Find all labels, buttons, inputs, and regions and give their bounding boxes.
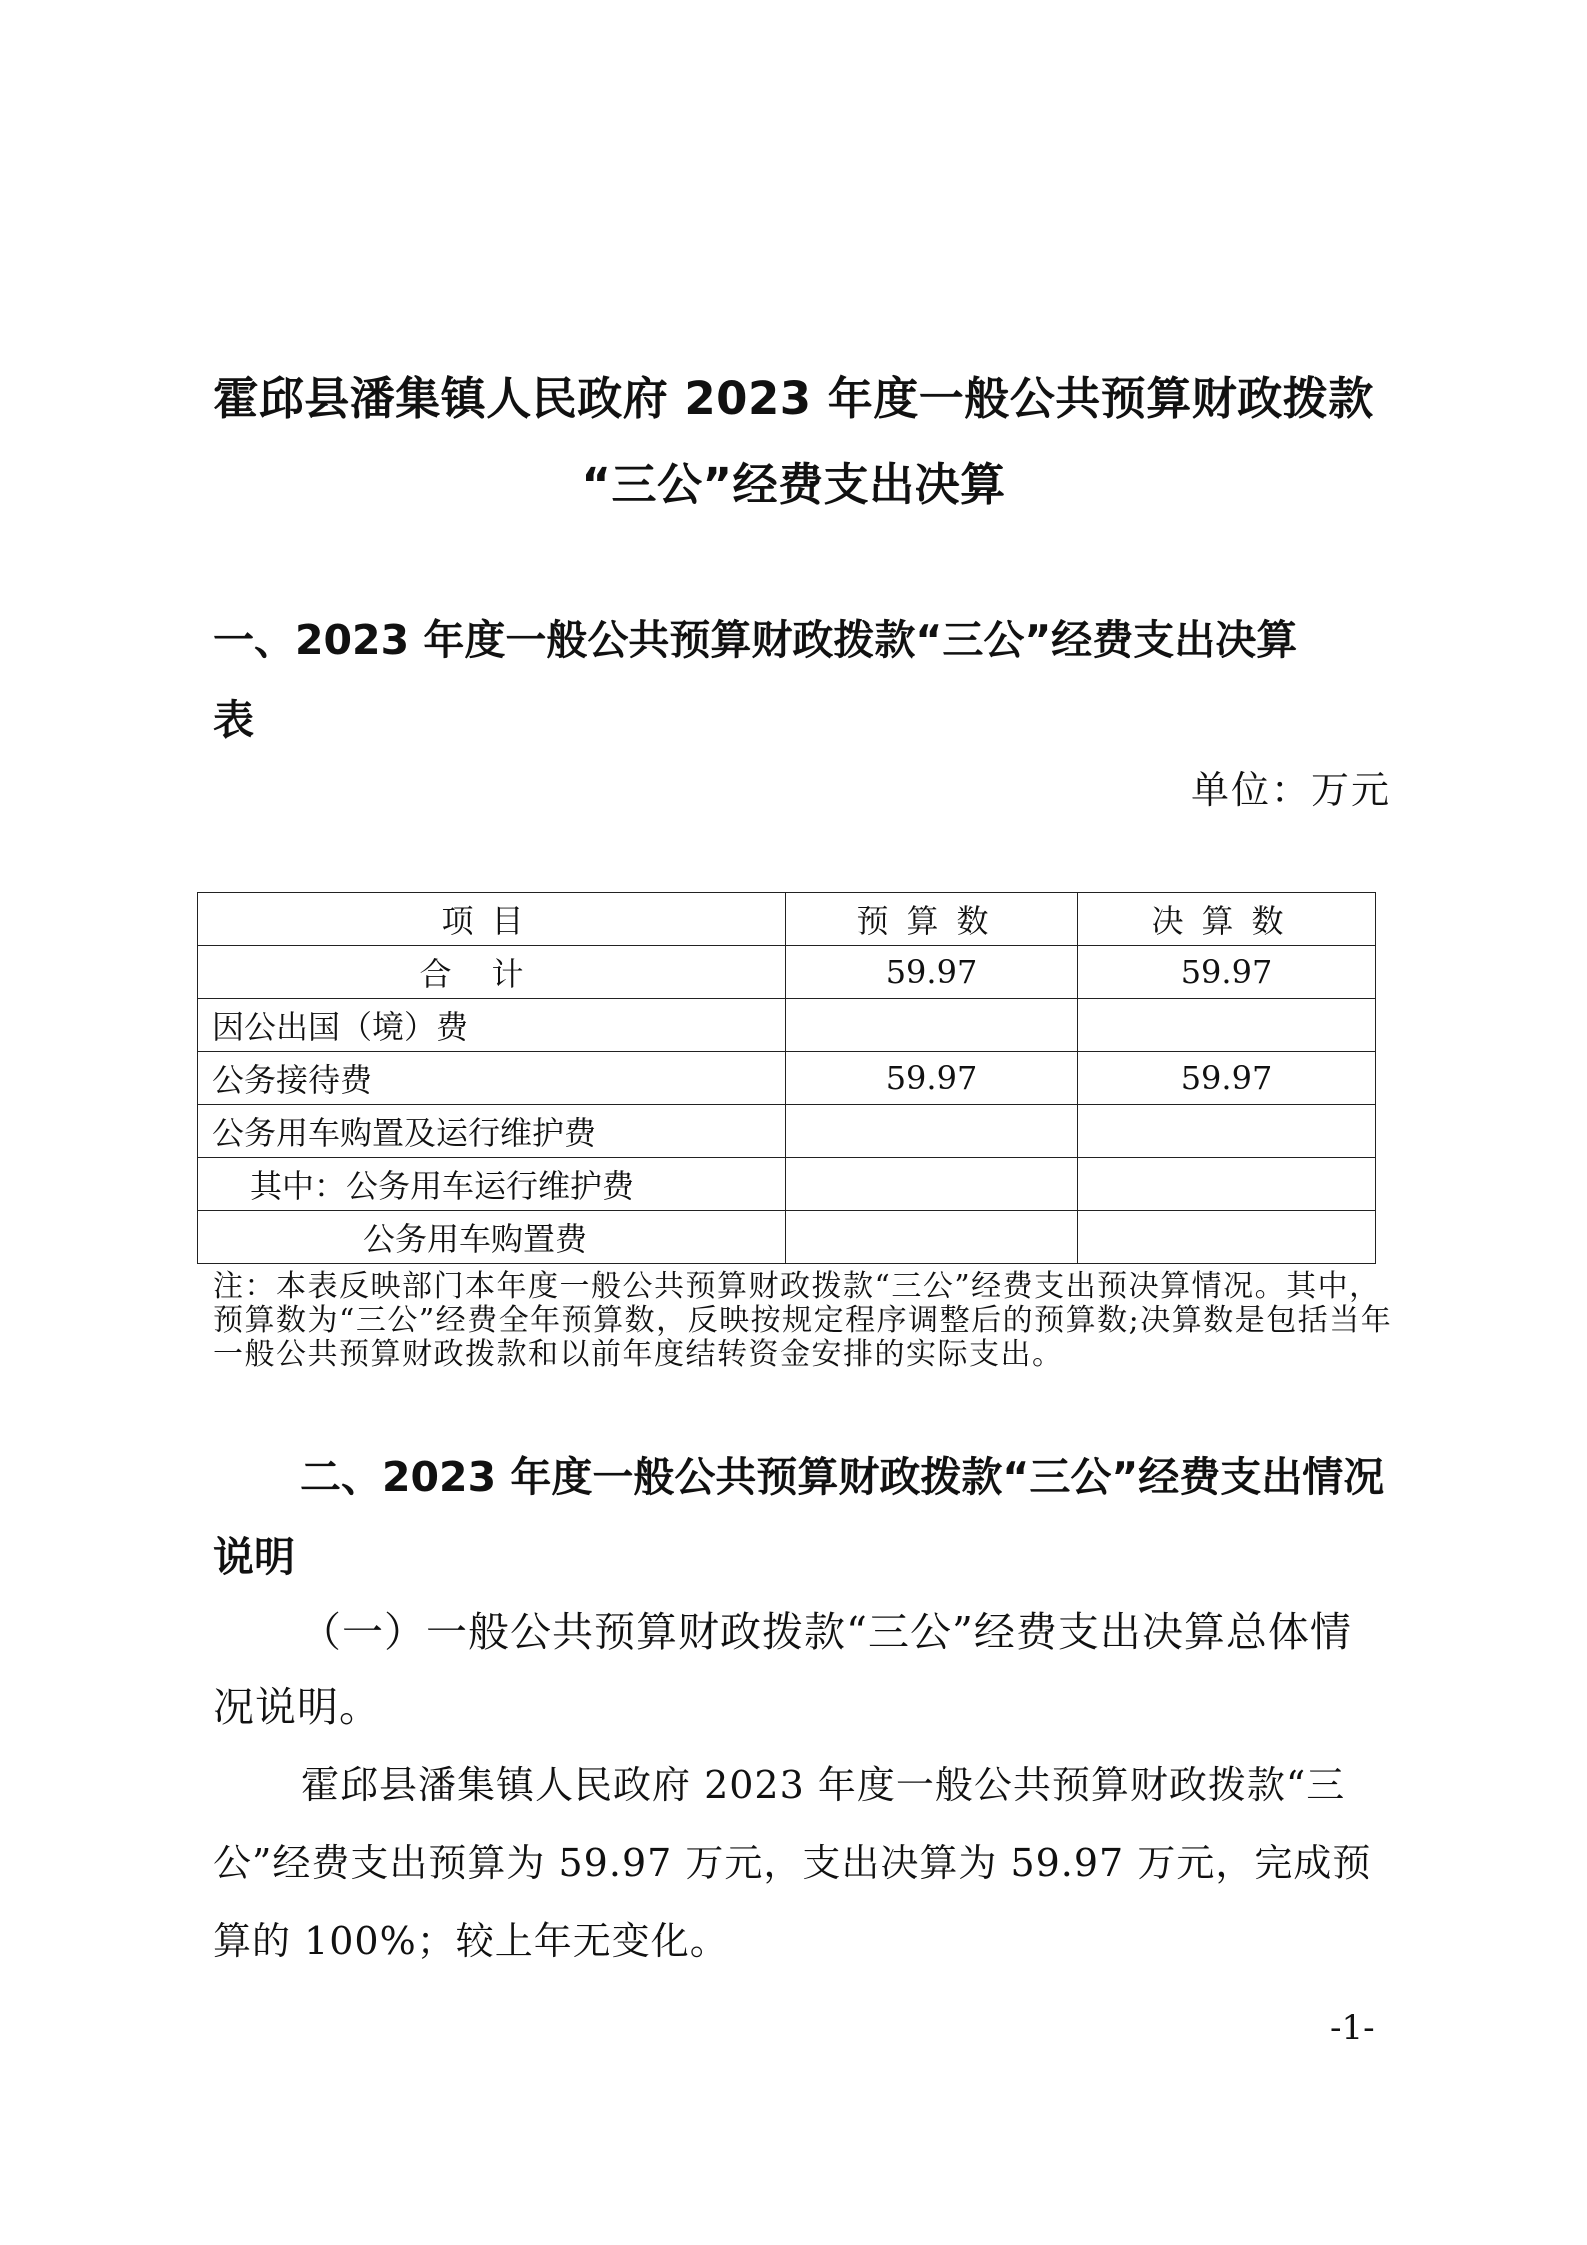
table-row (198, 1211, 1376, 1264)
header-final: 决算数 (1078, 893, 1376, 946)
header-item: 项目 (198, 893, 786, 946)
table-note: 注：本表反映部门本年度一般公共预算财政拨款“三公”经费支出预决算情况。其中，预算数为“三公”经费全年预算数，反映按规定程序调整后的预算数;决算数是包括当年一般公共预算财政拨款和以前年度结转资金安排的实际支出。 (213, 1269, 1393, 1372)
subsection1-heading: （一）一般公共预算财政拨款“三公”经费支出决算总体情 (300, 1608, 1352, 1656)
table-row-total (198, 946, 1376, 999)
table-header-row (198, 893, 1376, 946)
table-row (198, 999, 1376, 1052)
section2-heading: 二、2023 年度一般公共预算财政拨款“三公”经费支出情况 (300, 1453, 1385, 1501)
unit-label: 单位：万元 (1190, 768, 1391, 812)
row-budget (786, 1105, 1078, 1158)
section1-heading-cont: 表 (213, 696, 254, 744)
table-row (198, 1105, 1376, 1158)
row-item: 公务用车购置及运行维护费 (198, 1105, 786, 1158)
three-public-expense-table (197, 892, 1376, 1264)
table-row (198, 1158, 1376, 1211)
title-line-2: “三公”经费支出决算 (581, 458, 1006, 511)
row-final (1078, 1211, 1376, 1264)
subsection1-heading-cont: 况说明。 (213, 1683, 381, 1731)
row-item: 因公出国（境）费 (198, 999, 786, 1052)
section2-heading-cont: 说明 (213, 1533, 295, 1581)
row-final (1078, 1158, 1376, 1211)
table-row (198, 1052, 1376, 1105)
row-budget: 59.97 (786, 946, 1078, 999)
row-budget (786, 1211, 1078, 1264)
row-final: 59.97 (1078, 1052, 1376, 1105)
title-line-1: 霍邱县潘集镇人民政府 2023 年度一般公共预算财政拨款 (213, 372, 1374, 425)
row-final: 59.97 (1078, 946, 1376, 999)
row-budget: 59.97 (786, 1052, 1078, 1105)
row-final (1078, 1105, 1376, 1158)
row-budget (786, 999, 1078, 1052)
row-item: 其中：公务用车运行维护费 (198, 1158, 786, 1211)
header-budget: 预算数 (786, 893, 1078, 946)
row-item: 公务接待费 (198, 1052, 786, 1105)
summary-paragraph: 霍邱县潘集镇人民政府 2023 年度一般公共预算财政拨款“三公”经费支出预算为 59.97 万元，支出决算为 59.97 万元，完成预算的 100%；较上年无变化。 (213, 1763, 1372, 1963)
row-final (1078, 999, 1376, 1052)
section1-heading: 一、2023 年度一般公共预算财政拨款“三公”经费支出决算 (213, 616, 1298, 664)
document-title (140, 356, 1447, 528)
row-budget (786, 1158, 1078, 1211)
page-number: -1- (1330, 2008, 1375, 2048)
row-item: 公务用车购置费 (198, 1211, 786, 1264)
row-item: 合计 (198, 946, 786, 999)
